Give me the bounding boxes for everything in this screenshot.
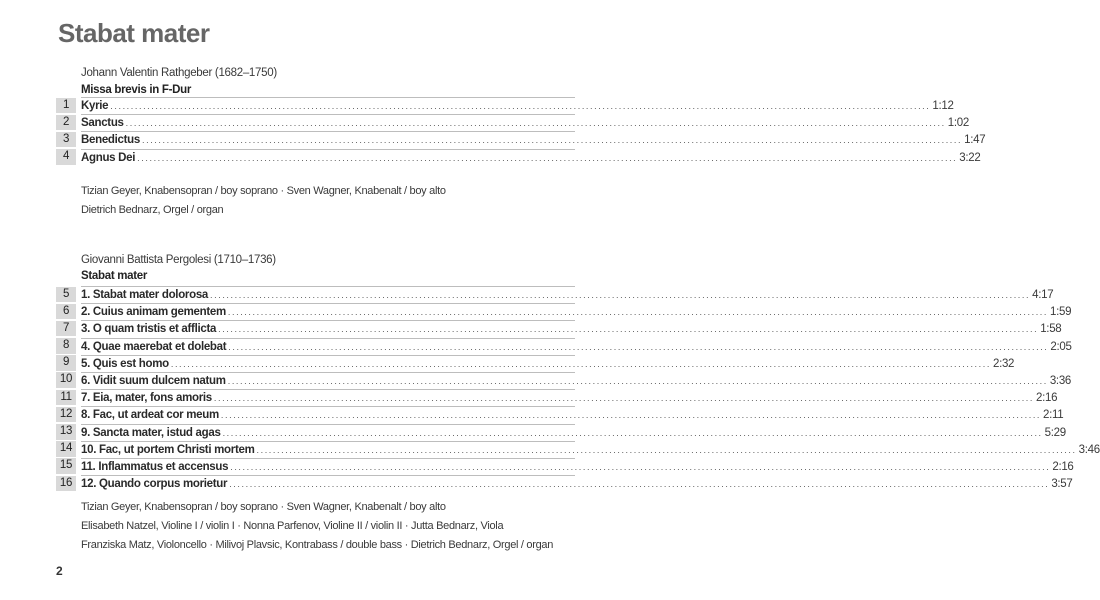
dot-leader: ........................................................................................................................................................................................................ bbox=[125, 118, 946, 129]
track-row bbox=[0, 475, 1073, 492]
credit-line: Dietrich Bednarz, Orgel / organ bbox=[81, 204, 224, 216]
track-line bbox=[81, 320, 1062, 338]
track-number: 3 bbox=[56, 132, 76, 148]
track-title: 5. Quis est homo bbox=[81, 357, 169, 370]
dot-leader: ........................................................................................................................................................................................................ bbox=[256, 444, 1077, 455]
track-line bbox=[81, 406, 1064, 424]
dot-leader: ........................................................................................................................................................................................................ bbox=[220, 410, 1042, 421]
track-title: Kyrie bbox=[81, 100, 109, 112]
track-number: 4 bbox=[56, 149, 76, 165]
track-list bbox=[0, 97, 986, 166]
track-row bbox=[0, 372, 1072, 389]
track-line bbox=[81, 303, 1072, 321]
track-duration: 1:02 bbox=[947, 117, 969, 130]
credit-line: Tizian Geyer, Knabensopran / boy soprano · Sven Wagner, Knabenalt / boy alto bbox=[81, 501, 446, 513]
work-title: Missa brevis in F-Dur bbox=[81, 84, 192, 96]
track-title: 11. Inflammatus et accensus bbox=[81, 460, 229, 473]
dot-leader: ........................................................................................................................................................................................................ bbox=[213, 393, 1035, 404]
track-line bbox=[81, 372, 1072, 390]
credit-line: Tizian Geyer, Knabensopran / boy soprano · Sven Wagner, Knabenalt / boy alto bbox=[81, 185, 446, 197]
dot-leader: ........................................................................................................................................................................................................ bbox=[222, 427, 1043, 438]
page-title: Stabat mater bbox=[58, 18, 210, 48]
track-title: 4. Quae maerebat et dolebat bbox=[81, 340, 227, 353]
track-row bbox=[0, 389, 1058, 406]
dot-leader: ........................................................................................................................................................................................................ bbox=[170, 358, 991, 369]
track-number: 13 bbox=[56, 424, 76, 440]
track-line bbox=[81, 355, 1015, 373]
dot-leader: ........................................................................................................................................................................................................ bbox=[110, 101, 931, 111]
track-duration: 3:36 bbox=[1049, 374, 1072, 387]
track-title: 1. Stabat mater dolorosa bbox=[81, 289, 209, 301]
track-duration: 3:22 bbox=[959, 151, 981, 164]
track-line bbox=[81, 338, 1072, 356]
dot-leader: ........................................................................................................................................................................................................ bbox=[227, 307, 1049, 318]
track-number: 5 bbox=[56, 287, 76, 303]
track-line bbox=[81, 424, 1066, 442]
track-duration: 2:16 bbox=[1052, 460, 1074, 473]
track-title: 2. Cuius animam gementem bbox=[81, 306, 226, 319]
credits bbox=[81, 498, 553, 555]
track-duration: 1:58 bbox=[1040, 323, 1062, 336]
track-title: 3. O quam tristis et afflicta bbox=[81, 323, 217, 336]
track-title: 9. Sancta mater, istud agas bbox=[81, 426, 221, 439]
track-line bbox=[81, 441, 1100, 459]
track-row bbox=[0, 286, 1054, 303]
track-number: 6 bbox=[56, 304, 76, 320]
track-number: 9 bbox=[56, 355, 76, 371]
credit-line: Franziska Matz, Violoncello · Milivoj Plavsic, Kontrabass / double bass · Dietrich Bednarz, Orgel / organ bbox=[81, 539, 554, 551]
track-row bbox=[0, 303, 1072, 320]
track-number: 2 bbox=[56, 115, 76, 131]
track-row bbox=[0, 458, 1074, 475]
track-row bbox=[0, 149, 981, 166]
track-row bbox=[0, 355, 1015, 372]
track-title: 12. Quando corpus morietur bbox=[81, 478, 228, 491]
track-duration: 3:57 bbox=[1051, 478, 1073, 491]
dot-leader: ........................................................................................................................................................................................................ bbox=[137, 152, 958, 163]
track-title: 7. Eia, mater, fons amoris bbox=[81, 392, 212, 405]
dot-leader: ........................................................................................................................................................................................................ bbox=[230, 461, 1051, 472]
track-line bbox=[81, 286, 1054, 304]
track-line bbox=[81, 149, 981, 167]
track-line bbox=[81, 131, 986, 149]
track-title: Agnus Dei bbox=[81, 151, 136, 164]
dot-leader: ........................................................................................................................................................................................................ bbox=[227, 375, 1048, 386]
credits bbox=[81, 182, 446, 220]
track-duration: 2:05 bbox=[1050, 340, 1072, 353]
track-duration: 1:47 bbox=[964, 134, 986, 147]
track-row bbox=[0, 97, 954, 114]
composer-name: Johann Valentin Rathgeber (1682–1750) bbox=[81, 67, 277, 79]
track-duration: 3:46 bbox=[1078, 443, 1100, 456]
track-row bbox=[0, 131, 986, 148]
track-line bbox=[81, 389, 1058, 407]
dot-leader: ........................................................................................................................................................................................................ bbox=[229, 479, 1050, 490]
track-row bbox=[0, 424, 1066, 441]
dot-leader: ........................................................................................................................................................................................................ bbox=[218, 324, 1039, 335]
dot-leader: ........................................................................................................................................................................................................ bbox=[210, 290, 1031, 300]
track-line bbox=[81, 475, 1073, 493]
track-duration: 1:12 bbox=[932, 100, 954, 112]
track-list bbox=[0, 286, 1100, 492]
track-number: 16 bbox=[56, 476, 76, 492]
track-row bbox=[0, 441, 1100, 458]
track-number: 7 bbox=[56, 321, 76, 337]
track-number: 15 bbox=[56, 458, 76, 474]
track-line bbox=[81, 114, 969, 132]
track-row bbox=[0, 338, 1072, 355]
dot-leader: ........................................................................................................................................................................................................ bbox=[142, 135, 963, 146]
track-duration: 1:59 bbox=[1050, 306, 1072, 319]
track-line bbox=[81, 97, 954, 115]
track-title: 10. Fac, ut portem Christi mortem bbox=[81, 443, 255, 456]
track-title: Benedictus bbox=[81, 134, 140, 147]
composer-name: Giovanni Battista Pergolesi (1710–1736) bbox=[81, 254, 276, 266]
track-row bbox=[0, 320, 1062, 337]
track-duration: 2:16 bbox=[1036, 392, 1058, 405]
track-number: 14 bbox=[56, 441, 76, 457]
credit-line: Elisabeth Natzel, Violine I / violin I · Nonna Parfenov, Violine II / violin II · Jutta Bednarz, Viola bbox=[81, 520, 504, 532]
work-title: Stabat mater bbox=[81, 270, 148, 282]
track-number: 10 bbox=[56, 372, 76, 388]
dot-leader: ........................................................................................................................................................................................................ bbox=[228, 341, 1049, 352]
track-line bbox=[81, 458, 1074, 476]
track-duration: 2:11 bbox=[1043, 409, 1064, 422]
track-number: 11 bbox=[56, 390, 76, 406]
track-row bbox=[0, 114, 969, 131]
track-duration: 5:29 bbox=[1044, 426, 1066, 439]
track-number: 1 bbox=[56, 98, 76, 114]
track-row bbox=[0, 406, 1064, 423]
page-number: 2 bbox=[56, 564, 63, 578]
track-title: 8. Fac, ut ardeat cor meum bbox=[81, 409, 219, 422]
track-title: Sanctus bbox=[81, 117, 124, 130]
track-number: 8 bbox=[56, 338, 76, 354]
track-title: 6. Vidit suum dulcem natum bbox=[81, 374, 226, 387]
track-duration: 2:32 bbox=[992, 357, 1015, 370]
track-number: 12 bbox=[56, 407, 76, 423]
track-duration: 4:17 bbox=[1032, 289, 1054, 301]
